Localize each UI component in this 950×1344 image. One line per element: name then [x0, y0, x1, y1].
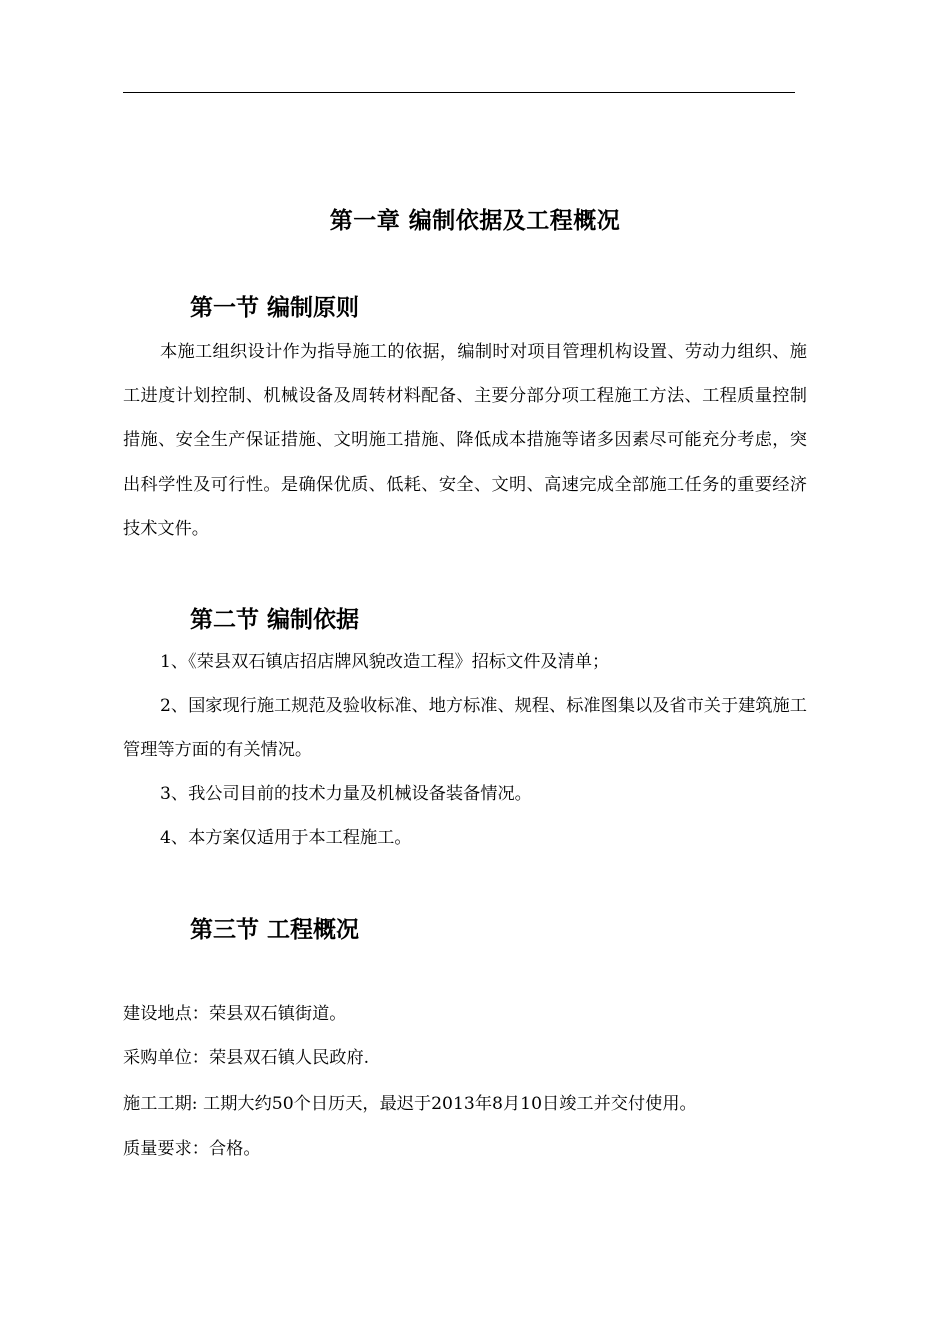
- section-2-title: 第二节 编制依据: [190, 607, 360, 633]
- section-3-title: 第三节 工程概况: [190, 917, 360, 943]
- header-rule: [123, 92, 795, 93]
- basis-item-4: 4、本方案仅适用于本工程施工。: [160, 828, 412, 848]
- basis-item-2: 2、国家现行施工规范及验收标准、地方标准、规程、标准图集以及省市关于建筑施工管理等方面的有关情况。: [123, 696, 807, 761]
- info-duration: 施工工期: 工期大约50个日历天，最迟于2013年8月10日竣工并交付使用。: [123, 1094, 697, 1114]
- basis-item-3: 3、我公司目前的技术力量及机械设备装备情况。: [160, 784, 532, 804]
- info-purchaser: 采购单位：荣县双石镇人民政府.: [123, 1048, 370, 1068]
- basis-item-1: 1、《荣县双石镇店招店牌风貌改造工程》招标文件及清单；: [160, 652, 610, 672]
- section-1-title: 第一节 编制原则: [190, 295, 360, 321]
- info-location: 建设地点：荣县双石镇街道。: [123, 1004, 347, 1024]
- section-1-paragraph: 本施工组织设计作为指导施工的依据，编制时对项目管理机构设置、劳动力组织、施工进度计划控制、机械设备及周转材料配备、主要分部分项工程施工方法、工程质量控制措施、安全生产保证措施、文明施工措施、降低成本措施等诸多因素尽可能充分考虑，突出科学性及可行性。是确保优质、低耗、安全、文明、高速完成全部施工任务的重要经济技术文件。: [123, 342, 807, 539]
- chapter-title: 第一章 编制依据及工程概况: [329, 208, 621, 234]
- info-quality: 质量要求：合格。: [123, 1139, 261, 1159]
